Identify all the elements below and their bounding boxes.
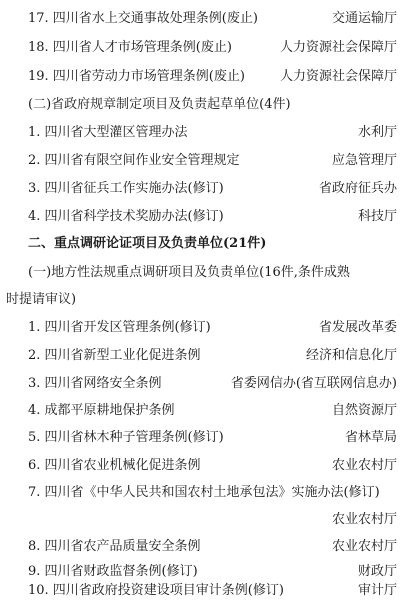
list-item <box>0 8 407 30</box>
item-department: 审计厅 <box>357 583 397 598</box>
list-item <box>0 580 407 602</box>
list-item <box>0 206 407 228</box>
item-department: 农业农村厅 <box>331 458 397 473</box>
item-department: 科技厅 <box>357 209 397 224</box>
section-heading-regulations: (二)省政府规章制定项目及负责起草单位(4件) <box>28 97 291 112</box>
section-heading-key-research: 二、重点调研论证项目及负责单位(21件) <box>28 236 267 251</box>
item-department: 交通运输厅 <box>331 11 397 26</box>
item-title: 5. 四川省林木种子管理条例(修订) <box>28 430 224 445</box>
list-item <box>0 122 407 144</box>
item-title: 10. 四川省政府投资建设项目审计条例(修订) <box>28 583 284 598</box>
list-item <box>0 455 407 477</box>
item-department: 人力资源社会保障厅 <box>279 40 397 55</box>
sub-heading-line-1: (一)地方性法规重点调研项目及负责单位(16件,条件成熟 <box>28 265 350 280</box>
item-title: 18. 四川省人才市场管理条例(废止) <box>28 40 232 55</box>
item-title: 1. 四川省开发区管理条例(修订) <box>28 320 211 335</box>
item-title: 4. 四川省科学技术奖励办法(修订) <box>28 209 224 224</box>
list-item <box>0 400 407 422</box>
list-item <box>0 427 407 449</box>
item-title: 9. 四川省财政监督条例(修订) <box>28 564 198 579</box>
item-title: 7. 四川省《中华人民共和国农村土地承包法》实施办法(修订) <box>28 485 380 500</box>
item-title: 3. 四川省征兵工作实施办法(修订) <box>28 181 224 196</box>
item-department: 财政厅 <box>357 564 397 579</box>
list-item <box>0 37 407 59</box>
list-item <box>0 317 407 339</box>
item-department: 省委网信办(省互联网信息办) <box>230 376 397 391</box>
item-title: 6. 四川省农业机械化促进条例 <box>28 458 201 473</box>
item-department: 农业农村厅 <box>331 539 397 554</box>
item-title: 17. 四川省水上交通事故处理条例(废止) <box>28 11 258 26</box>
list-item <box>0 178 407 200</box>
item-title: 1. 四川省大型灌区管理办法 <box>28 125 188 140</box>
sub-heading-line-2: 时提请审议) <box>6 292 77 307</box>
item-department: 水利厅 <box>357 125 397 140</box>
list-item <box>0 536 407 558</box>
item-title: 2. 四川省新型工业化促进条例 <box>28 348 201 363</box>
item-title: 19. 四川省劳动力市场管理条例(废止) <box>28 69 245 84</box>
item-title: 3. 四川省网络安全条例 <box>28 376 162 391</box>
item-department: 农业农村厅 <box>331 512 397 527</box>
item-department: 省政府征兵办 <box>318 181 397 196</box>
item-title: 4. 成都平原耕地保护条例 <box>28 403 175 418</box>
item-title: 8. 四川省农产品质量安全条例 <box>28 539 201 554</box>
item-department: 经济和信息化厅 <box>305 348 397 363</box>
item-department: 应急管理厅 <box>331 153 397 168</box>
list-item <box>0 482 407 504</box>
item-department: 自然资源厅 <box>331 403 397 418</box>
list-item <box>0 345 407 367</box>
list-item <box>0 66 407 88</box>
item-department: 省林草局 <box>344 430 397 445</box>
item-title: 2. 四川省有限空间作业安全管理规定 <box>28 153 240 168</box>
list-item <box>0 150 407 172</box>
list-item <box>0 373 407 395</box>
list-item-continuation <box>0 509 407 531</box>
item-department: 人力资源社会保障厅 <box>279 69 397 84</box>
item-department: 省发展改革委 <box>318 320 397 335</box>
